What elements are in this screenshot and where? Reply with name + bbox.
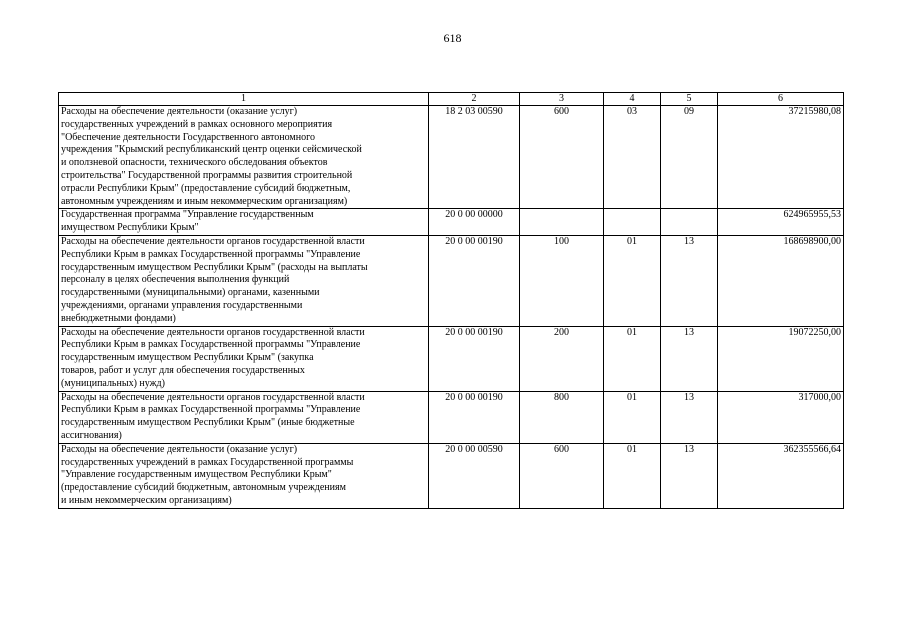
header-cell-4: 4: [604, 93, 661, 106]
row-description: Государственная программа "Управление государственным имуществом Республики Крым": [59, 209, 429, 236]
table-row: [59, 106, 844, 209]
row-section-code: [604, 209, 661, 236]
header-cell-2: 2: [429, 93, 520, 106]
row-target-article-code: 18 2 03 00590: [429, 106, 520, 209]
row-target-article-code: 20 0 00 00190: [429, 326, 520, 391]
header-cell-5: 5: [661, 93, 718, 106]
row-amount: 19072250,00: [718, 326, 844, 391]
row-expense-type-code: 600: [520, 106, 604, 209]
row-amount: 37215980,08: [718, 106, 844, 209]
row-expense-type-code: [520, 209, 604, 236]
row-subsection-code: 13: [661, 443, 718, 508]
row-subsection-code: 13: [661, 326, 718, 391]
table-row: [59, 326, 844, 391]
row-target-article-code: 20 0 00 00190: [429, 391, 520, 443]
row-subsection-code: 09: [661, 106, 718, 209]
table-row: [59, 235, 844, 326]
row-description: Расходы на обеспечение деятельности органов государственной власти Республики Крым в рамках Государственной программы "Управление государственным имуществом Республики Крым" (расходы на выплаты персоналу в целях обеспечения выполнения функций государственными (муниципальными) органами, казенными учреждениями, органами управления государственными внебюджетными фондами): [59, 235, 429, 326]
row-expense-type-code: 800: [520, 391, 604, 443]
table-row: [59, 391, 844, 443]
header-cell-3: 3: [520, 93, 604, 106]
row-section-code: 01: [604, 326, 661, 391]
row-section-code: 01: [604, 443, 661, 508]
row-section-code: 01: [604, 235, 661, 326]
row-target-article-code: 20 0 00 00000: [429, 209, 520, 236]
header-cell-1: 1: [59, 93, 429, 106]
budget-table: [58, 92, 844, 509]
row-target-article-code: 20 0 00 00590: [429, 443, 520, 508]
page-number: 618: [443, 31, 462, 45]
table-row: [59, 443, 844, 508]
row-amount: 362355566,64: [718, 443, 844, 508]
row-expense-type-code: 100: [520, 235, 604, 326]
row-description: Расходы на обеспечение деятельности (оказание услуг) государственных учреждений в рамках основного мероприятия "Обеспечение деятельности Государственного автономного учреждения "Крымский республиканский центр оценки сейсмической и оползневой опасности, технического обследования объектов строительства" Государственной программы развития строительной отрасли Республики Крым" (предоставление субсидий бюджетным, автономным учреждениям и иным некоммерческим организациям): [59, 106, 429, 209]
row-subsection-code: [661, 209, 718, 236]
row-amount: 624965955,53: [718, 209, 844, 236]
row-description: Расходы на обеспечение деятельности органов государственной власти Республики Крым в рамках Государственной программы "Управление государственным имуществом Республики Крым" (иные бюджетные ассигнования): [59, 391, 429, 443]
row-expense-type-code: 200: [520, 326, 604, 391]
row-description: Расходы на обеспечение деятельности (оказание услуг) государственных учреждений в рамках Государственной программы "Управление государственным имуществом Республики Крым" (предоставление субсидий бюджетным, автономным учреждениям и иным некоммерческим организациям): [59, 443, 429, 508]
row-section-code: 03: [604, 106, 661, 209]
table-row: [59, 209, 844, 236]
row-section-code: 01: [604, 391, 661, 443]
row-amount: 168698900,00: [718, 235, 844, 326]
row-subsection-code: 13: [661, 235, 718, 326]
row-target-article-code: 20 0 00 00190: [429, 235, 520, 326]
row-amount: 317000,00: [718, 391, 844, 443]
header-cell-6: 6: [718, 93, 844, 106]
header-row: [59, 93, 844, 106]
row-subsection-code: 13: [661, 391, 718, 443]
row-description: Расходы на обеспечение деятельности органов государственной власти Республики Крым в рамках Государственной программы "Управление государственным имуществом Республики Крым" (закупка товаров, работ и услуг для обеспечения государственных (муниципальных) нужд): [59, 326, 429, 391]
row-expense-type-code: 600: [520, 443, 604, 508]
